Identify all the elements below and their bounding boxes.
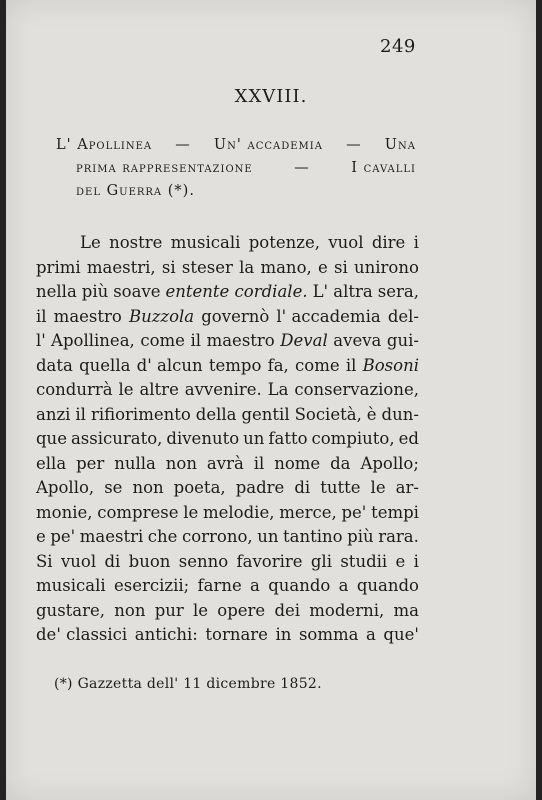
- heading-word: prima rappresentazione: [76, 160, 253, 176]
- word: favorire: [236, 551, 303, 571]
- word: Società,: [294, 404, 362, 424]
- heading-word: Una: [384, 137, 416, 153]
- word: divenuto: [166, 429, 240, 448]
- text-line: [36, 525, 419, 550]
- word: vuol: [60, 551, 97, 571]
- word: tornare: [205, 625, 268, 644]
- word: pur: [154, 600, 184, 620]
- word: i: [413, 551, 419, 571]
- heading-word: L' Apollinea: [56, 137, 153, 153]
- text-line: [36, 550, 419, 575]
- word: entente cordiale.: [165, 282, 308, 301]
- word: Bosoni: [362, 355, 419, 375]
- word: merce,: [279, 502, 337, 522]
- word: non: [165, 453, 197, 473]
- text-line: [36, 256, 419, 281]
- page-number: 249: [380, 36, 416, 57]
- text-line: [36, 280, 419, 305]
- text-line: [36, 574, 419, 599]
- word: comprese: [97, 502, 179, 522]
- text-line: [36, 623, 419, 648]
- word: tempo: [208, 355, 262, 375]
- word: vuol: [328, 233, 364, 252]
- word: pe': [341, 502, 367, 522]
- word: opere: [217, 600, 266, 620]
- word: esercizii;: [113, 576, 190, 595]
- word: dun-: [381, 404, 419, 424]
- word: si: [333, 257, 348, 277]
- word: data: [36, 355, 73, 375]
- word: dire: [371, 233, 406, 252]
- text-line: [36, 599, 419, 624]
- chapter-heading: [56, 134, 416, 203]
- word: La: [267, 380, 289, 399]
- word: nella: [36, 282, 77, 301]
- word: farne: [197, 576, 242, 595]
- heading-word: —: [346, 137, 362, 153]
- word: L' altra: [312, 282, 373, 301]
- word: governò: [201, 306, 270, 326]
- word: da: [330, 453, 351, 473]
- word: de' classici: [36, 625, 128, 644]
- word: buon: [128, 551, 171, 571]
- word: corrono,: [181, 527, 253, 546]
- word: que': [383, 625, 419, 644]
- word: nostre: [109, 233, 163, 252]
- word: studii: [340, 551, 388, 571]
- word: i: [413, 233, 419, 252]
- word: l' Apollinea,: [36, 331, 135, 350]
- word: a: [366, 625, 376, 644]
- word: primi: [36, 257, 81, 277]
- word: aveva: [333, 331, 382, 350]
- word: mano,: [260, 257, 312, 277]
- word: assicurato,: [70, 429, 163, 448]
- text-line: [36, 231, 419, 256]
- word: soave: [113, 282, 161, 301]
- word: dei: [274, 600, 301, 620]
- book-page: [6, 0, 536, 800]
- word: la: [239, 257, 255, 277]
- word: più: [81, 282, 109, 301]
- word: quella: [79, 355, 131, 375]
- word: rara.: [378, 527, 419, 546]
- word: maestro: [53, 306, 122, 326]
- word: un: [243, 429, 265, 448]
- word: ella: [36, 453, 67, 473]
- word: d' alcun: [136, 355, 203, 375]
- word: ar-: [395, 478, 419, 497]
- word: compiuto,: [311, 429, 395, 448]
- word: della: [195, 404, 237, 424]
- word: l' accademia: [276, 306, 381, 326]
- word: di: [104, 551, 121, 571]
- word: il: [36, 306, 47, 326]
- word: nome: [274, 453, 321, 473]
- word: que: [36, 429, 67, 448]
- word: le: [370, 478, 386, 497]
- word: avvenire.: [184, 380, 262, 399]
- heading-word: Un' accademia: [213, 137, 323, 153]
- word: unirono: [353, 257, 419, 277]
- word: gui-: [386, 331, 419, 350]
- word: ma: [393, 600, 419, 620]
- word: potenze,: [248, 233, 320, 252]
- word: Apollo,: [36, 478, 95, 497]
- word: le: [183, 502, 199, 522]
- word: steser: [181, 257, 233, 277]
- word: e: [395, 551, 406, 571]
- text-line: [36, 354, 419, 379]
- word: ed: [398, 429, 419, 448]
- text-line: [36, 501, 419, 526]
- word: altre: [139, 380, 179, 399]
- word: somma: [298, 625, 359, 644]
- word: melodie,: [202, 502, 275, 522]
- word: quando: [268, 576, 331, 595]
- word: maestro: [206, 331, 275, 350]
- word: non: [132, 478, 164, 497]
- text-line: [36, 305, 419, 330]
- word: un: [257, 527, 279, 546]
- text-line: [36, 452, 419, 477]
- body-text: [36, 231, 419, 648]
- word: il: [345, 355, 357, 375]
- word: che: [147, 527, 178, 546]
- word: fa,: [267, 355, 289, 375]
- word: il: [75, 404, 86, 424]
- word: a: [338, 576, 349, 595]
- word: gustare,: [36, 600, 106, 620]
- heading-line-3: del Guerra (*).: [76, 183, 195, 199]
- word: il: [253, 453, 265, 473]
- word: gentil: [241, 404, 290, 424]
- text-line: [36, 329, 419, 354]
- word: tutte: [320, 478, 361, 497]
- text-line: [36, 476, 419, 501]
- word: musicali: [170, 233, 241, 252]
- word: maestri: [79, 527, 144, 546]
- word: fatto: [268, 429, 308, 448]
- word: Le: [80, 233, 101, 252]
- chapter-number: XXVIII.: [234, 86, 308, 107]
- word: condurrà: [36, 380, 113, 399]
- text-line: [36, 403, 419, 428]
- word: anzi: [36, 404, 71, 424]
- footnote: (*) Gazzetta dell' 11 dicembre 1852.: [54, 676, 322, 692]
- word: pe': [50, 527, 76, 546]
- word: rifiorimento: [90, 404, 191, 424]
- word: conservazione,: [294, 380, 419, 399]
- word: Si: [36, 551, 53, 571]
- word: tempi: [371, 502, 419, 522]
- heading-line-1: [56, 134, 416, 157]
- word: Apollo;: [360, 453, 419, 473]
- word: a: [250, 576, 260, 595]
- word: in: [275, 625, 292, 644]
- word: padre: [235, 478, 285, 497]
- word: senno: [178, 551, 229, 571]
- word: e: [317, 257, 328, 277]
- word: maestri,: [86, 257, 156, 277]
- word: se: [104, 478, 123, 497]
- text-line: [36, 378, 419, 403]
- word: più: [347, 527, 374, 546]
- word: il: [190, 331, 202, 350]
- word: e: [36, 527, 46, 546]
- word: le: [193, 600, 209, 620]
- heading-word: I cavalli: [351, 160, 416, 176]
- word: moderni,: [309, 600, 385, 620]
- word: musicali: [36, 576, 106, 595]
- word: gli: [310, 551, 332, 571]
- word: come: [140, 331, 185, 350]
- heading-word: —: [175, 137, 191, 153]
- word: monie,: [36, 502, 93, 522]
- word: si: [161, 257, 176, 277]
- word: Deval: [280, 331, 328, 350]
- word: Buzzola: [128, 306, 195, 326]
- word: non: [114, 600, 146, 620]
- word: nulla: [114, 453, 156, 473]
- word: è: [366, 404, 377, 424]
- word: avrà: [206, 453, 244, 473]
- word: per: [76, 453, 105, 473]
- word: quando: [356, 576, 419, 595]
- text-line: [36, 427, 419, 452]
- word: antichi:: [134, 625, 198, 644]
- heading-word: —: [294, 160, 310, 176]
- word: le: [118, 380, 134, 399]
- word: del-: [387, 306, 419, 326]
- word: tantino: [283, 527, 343, 546]
- word: sera,: [377, 282, 419, 301]
- heading-line-2: [56, 157, 416, 180]
- word: poeta,: [173, 478, 226, 497]
- word: come: [295, 355, 340, 375]
- word: di: [294, 478, 311, 497]
